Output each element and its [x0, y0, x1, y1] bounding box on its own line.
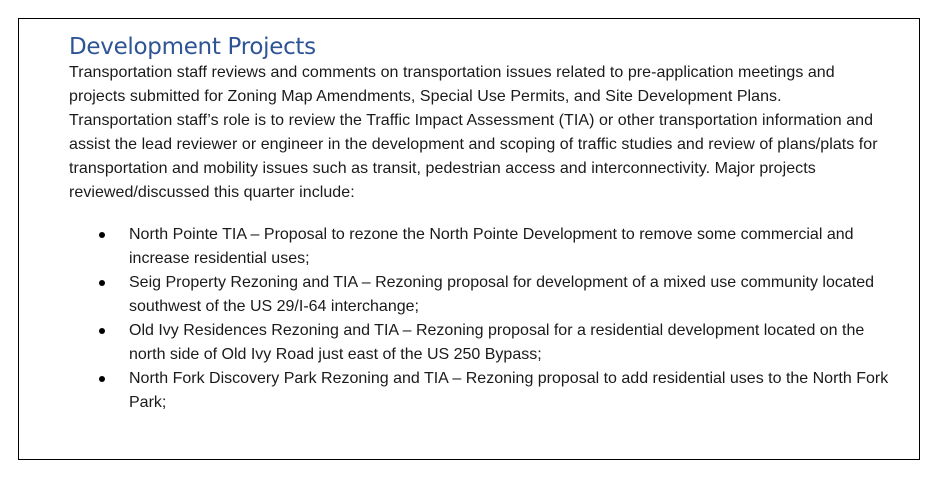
list-item: [69, 367, 889, 415]
list-item-text: North Fork Discovery Park Rezoning and TIA – Rezoning proposal to add residential uses to the North Fork Park;: [129, 370, 889, 411]
list-item-text: Seig Property Rezoning and TIA – Rezoning proposal for development of a mixed use community located southwest of the US 29/I-64 interchange;: [129, 274, 875, 315]
list-item-text: North Pointe TIA – Proposal to rezone the North Pointe Development to remove some commercial and increase residential uses;: [129, 226, 854, 267]
project-list: [69, 223, 889, 415]
list-item: [69, 271, 889, 319]
document-frame: [18, 18, 920, 460]
list-item: [69, 319, 889, 367]
section-paragraph: Transportation staff reviews and comments on transportation issues related to pre-application meetings and projects submitted for Zoning Map Amendments, Special Use Permits, and Site Development Plans. Transportation staff’s role is to review the Traffic Impact Assessment (TIA) or other transportation information and assist the lead reviewer or engineer in the development and scoping of traffic studies and review of plans/plats for transportation and mobility issues such as transit, pedestrian access and interconnectivity. Major projects reviewed/discussed this quarter include:: [69, 64, 878, 201]
list-item-text: Old Ivy Residences Rezoning and TIA – Rezoning proposal for a residential development located on the north side of Old Ivy Road just east of the US 250 Bypass;: [129, 322, 865, 363]
bullet-icon: [99, 376, 105, 382]
bullet-icon: [99, 232, 105, 238]
bullet-icon: [99, 280, 105, 286]
section-content: [69, 33, 889, 415]
section-title: Development Projects: [69, 34, 316, 60]
list-item: [69, 223, 889, 271]
bullet-icon: [99, 328, 105, 334]
